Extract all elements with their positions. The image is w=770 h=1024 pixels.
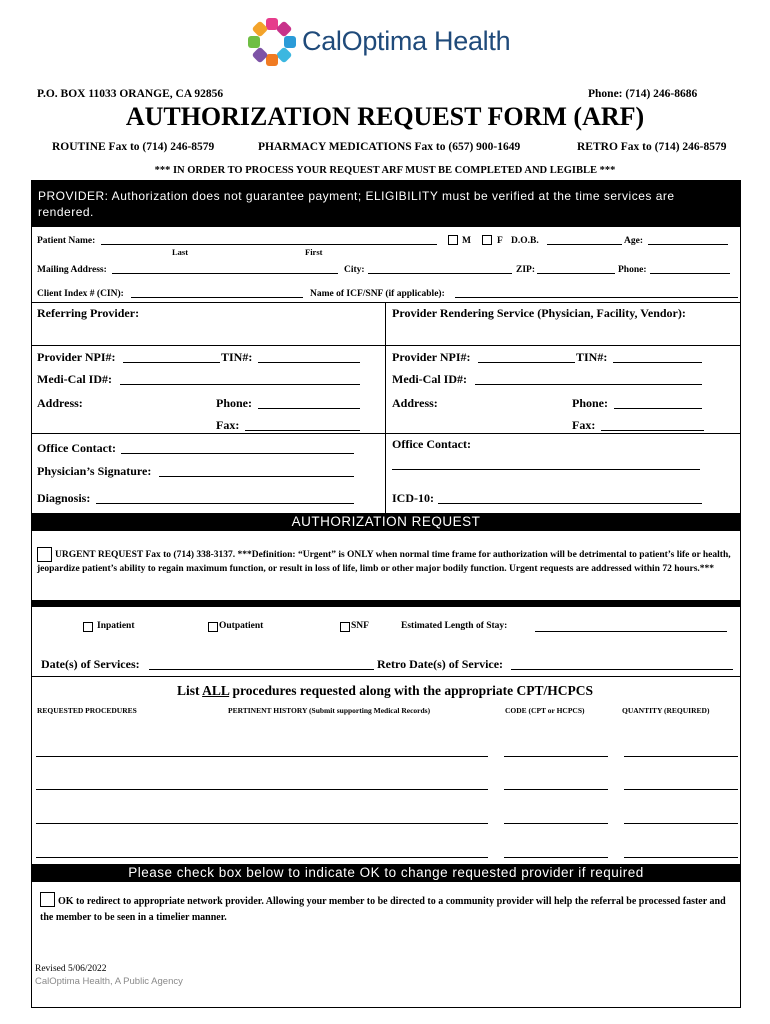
main-phone: Phone: (714) 246-8686 xyxy=(588,88,698,100)
referring-provider-heading: Referring Provider: xyxy=(37,306,140,320)
redirect-instruction-bar: Please check box below to indicate OK to change requested provider if required xyxy=(32,864,740,882)
ref-phone-label: Phone: xyxy=(216,396,252,410)
quantity-row-field[interactable] xyxy=(624,789,738,790)
procedure-row-field[interactable] xyxy=(36,756,488,757)
ref-phone-field[interactable] xyxy=(258,408,360,409)
diagnosis-field[interactable] xyxy=(96,503,354,504)
icd10-field[interactable] xyxy=(438,503,702,504)
ref-fax-field[interactable] xyxy=(245,430,360,431)
col-requested-procedures: REQUESTED PROCEDURES xyxy=(37,706,137,715)
quantity-row-field[interactable] xyxy=(624,756,738,757)
ref-office-contact-field[interactable] xyxy=(121,453,354,454)
zip-label: ZIP: xyxy=(516,265,535,275)
quantity-row-field[interactable] xyxy=(624,823,738,824)
last-name-caption: Last xyxy=(172,247,189,257)
first-name-caption: First xyxy=(305,247,323,257)
sex-m-checkbox[interactable] xyxy=(448,235,458,245)
dob-field[interactable] xyxy=(547,244,622,245)
rendering-provider-heading: Provider Rendering Service (Physician, Facility, Vendor): xyxy=(392,306,686,320)
redirect-ok-text: OK to redirect to appropriate network provider. Allowing your member to be directed to a community provider will help the referral be processed faster and the member to be seen in a timelier manner. xyxy=(40,896,726,923)
rend-address-label: Address: xyxy=(392,396,438,410)
quantity-row-field[interactable] xyxy=(624,857,738,858)
divider xyxy=(385,302,386,513)
provider-disclaimer-bar: PROVIDER: Authorization does not guarantee payment; ELIGIBILITY must be verified at the time services are rendered. xyxy=(32,181,740,227)
icd10-label: ICD-10: xyxy=(392,491,434,505)
ref-tin-label: TIN#: xyxy=(221,350,253,364)
outpatient-label: Outpatient xyxy=(219,621,264,631)
age-label: Age: xyxy=(624,236,643,246)
separator-bar xyxy=(32,600,740,607)
procedure-row-field[interactable] xyxy=(36,789,488,790)
page-title: AUTHORIZATION REQUEST FORM (ARF) xyxy=(125,102,645,131)
city-label: City: xyxy=(344,265,365,275)
divider xyxy=(32,433,740,434)
city-field[interactable] xyxy=(368,273,512,274)
pharmacy-fax: PHARMACY MEDICATIONS Fax to (657) 900-1649 xyxy=(258,141,521,153)
agency-footer: CalOptima Health, A Public Agency xyxy=(35,976,183,987)
rend-medical-label: Medi-Cal ID#: xyxy=(392,372,467,386)
rend-fax-field[interactable] xyxy=(601,430,704,431)
routine-fax: ROUTINE Fax to (714) 246-8579 xyxy=(52,141,215,153)
snf-label: SNF xyxy=(351,621,369,631)
ref-medical-field[interactable] xyxy=(120,384,360,385)
diagnosis-label: Diagnosis: xyxy=(37,491,91,505)
patient-phone-field[interactable] xyxy=(650,273,730,274)
patient-phone-label: Phone: xyxy=(618,265,647,275)
dob-label: D.O.B. xyxy=(511,236,539,246)
col-pertinent-history: PERTINENT HISTORY (Submit supporting Medical Records) xyxy=(228,706,431,715)
retro-dates-field[interactable] xyxy=(511,669,733,670)
rend-npi-label: Provider NPI#: xyxy=(392,350,471,364)
zip-field[interactable] xyxy=(537,273,615,274)
ref-fax-label: Fax: xyxy=(216,418,240,432)
procedure-row-field[interactable] xyxy=(36,857,488,858)
icf-label: Name of ICF/SNF (if applicable): xyxy=(310,289,445,299)
physician-signature-field[interactable] xyxy=(159,476,354,477)
brand-name: CalOptima Health xyxy=(302,26,511,56)
dates-of-service-field[interactable] xyxy=(149,669,374,670)
rend-phone-label: Phone: xyxy=(572,396,608,410)
code-row-field[interactable] xyxy=(504,789,608,790)
patient-name-field[interactable] xyxy=(101,244,437,245)
revised-date: Revised 5/06/2022 xyxy=(35,964,107,974)
length-of-stay-field[interactable] xyxy=(535,631,727,632)
ref-tin-field[interactable] xyxy=(258,362,360,363)
age-field[interactable] xyxy=(648,244,728,245)
rend-office-contact-field[interactable] xyxy=(392,469,700,470)
rend-tin-label: TIN#: xyxy=(576,350,608,364)
divider xyxy=(32,676,740,677)
snf-checkbox[interactable] xyxy=(340,622,350,632)
mailing-address-label: Mailing Address: xyxy=(37,265,107,275)
sex-f-checkbox[interactable] xyxy=(482,235,492,245)
divider xyxy=(32,345,740,346)
rend-tin-field[interactable] xyxy=(613,362,702,363)
sex-f-label: F xyxy=(497,236,503,246)
retro-dates-label: Retro Date(s) of Service: xyxy=(377,657,504,671)
code-row-field[interactable] xyxy=(504,756,608,757)
retro-fax: RETRO Fax to (714) 246-8579 xyxy=(577,141,727,153)
mailing-address-field[interactable] xyxy=(112,273,338,274)
rend-npi-field[interactable] xyxy=(478,362,575,363)
ref-address-label: Address: xyxy=(37,396,83,410)
mailing-address: P.O. BOX 11033 ORANGE, CA 92856 xyxy=(37,88,224,100)
ref-npi-field[interactable] xyxy=(123,362,220,363)
cin-field[interactable] xyxy=(131,297,303,298)
legibility-notice: *** IN ORDER TO PROCESS YOUR REQUEST ARF MUST BE COMPLETED AND LEGIBLE *** xyxy=(154,165,616,176)
rend-fax-label: Fax: xyxy=(572,418,596,432)
form-frame xyxy=(31,180,741,1008)
col-quantity: QUANTITY (REQUIRED) xyxy=(622,706,710,715)
caloptima-logo-icon xyxy=(246,16,298,68)
ref-npi-label: Provider NPI#: xyxy=(37,350,116,364)
physician-signature-label: Physician’s Signature: xyxy=(37,464,152,478)
code-row-field[interactable] xyxy=(504,857,608,858)
inpatient-label: Inpatient xyxy=(97,621,135,631)
authorization-request-bar: AUTHORIZATION REQUEST xyxy=(32,513,740,531)
outpatient-checkbox[interactable] xyxy=(208,622,218,632)
length-of-stay-label: Estimated Length of Stay: xyxy=(401,621,508,631)
rend-office-contact-label: Office Contact: xyxy=(392,437,471,451)
procedure-row-field[interactable] xyxy=(36,823,488,824)
code-row-field[interactable] xyxy=(504,823,608,824)
urgent-request-text: URGENT REQUEST Fax to (714) 338-3137. ***Definition: “Urgent” is ONLY when normal time frame for authorization will be detrimental to patient’s life or health, jeopardize patient’s ability to regain maximum function, or result in loss of life, limb or other major bodily function. Urgent requests are addressed within 72 hours.*** xyxy=(37,550,731,574)
sex-m-label: M xyxy=(462,236,471,246)
ref-medical-label: Medi-Cal ID#: xyxy=(37,372,112,386)
divider xyxy=(32,302,740,303)
procedures-heading: List ALL procedures requested along with the appropriate CPT/HCPCS xyxy=(176,683,594,698)
icf-field[interactable] xyxy=(455,297,738,298)
inpatient-checkbox[interactable] xyxy=(83,622,93,632)
cin-label: Client Index # (CIN): xyxy=(37,289,124,299)
ref-office-contact-label: Office Contact: xyxy=(37,441,116,455)
patient-name-label: Patient Name: xyxy=(37,236,96,246)
dates-of-service-label: Date(s) of Services: xyxy=(41,657,140,671)
rend-phone-field[interactable] xyxy=(614,408,702,409)
col-code: CODE (CPT or HCPCS) xyxy=(505,706,585,715)
rend-medical-field[interactable] xyxy=(475,384,702,385)
